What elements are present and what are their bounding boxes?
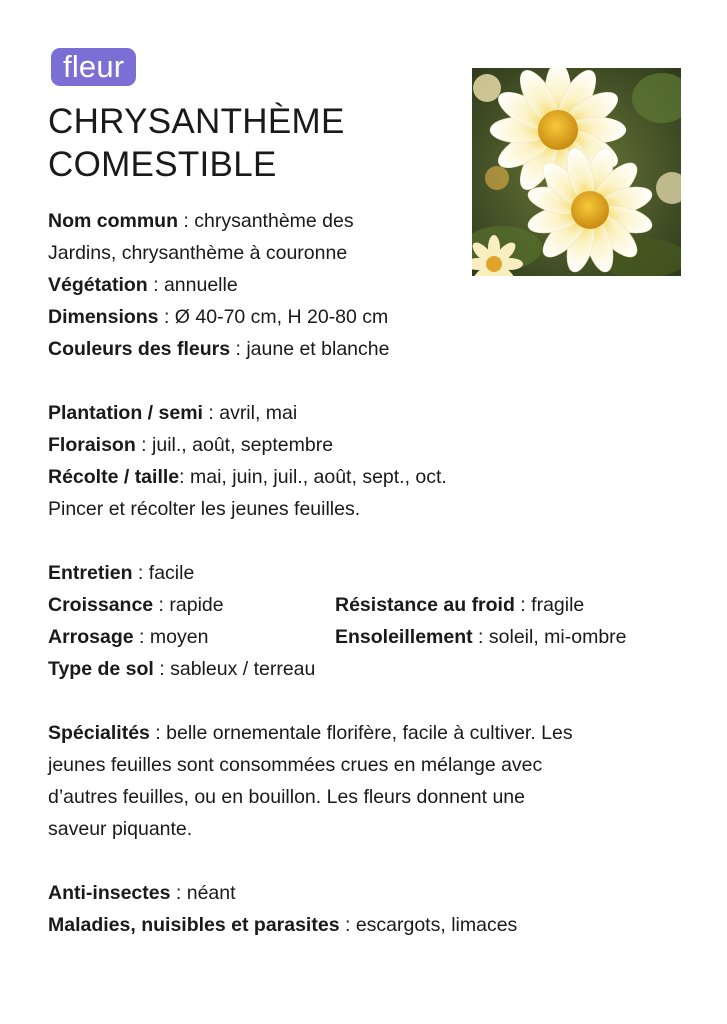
title-line-2: COMESTIBLE bbox=[48, 145, 277, 184]
field-nom-commun bbox=[48, 205, 698, 237]
label-resistance: Résistance au froid bbox=[335, 594, 515, 616]
label-plantation: Plantation / semi bbox=[48, 402, 203, 424]
label-recolte: Récolte / taille bbox=[48, 466, 180, 488]
value-plantation: avril, mai bbox=[219, 402, 298, 424]
label-entretien: Entretien bbox=[48, 562, 133, 584]
value-maladies: escargots, limaces bbox=[355, 914, 518, 936]
field-anti-insectes bbox=[48, 877, 698, 909]
field-vegetation bbox=[48, 269, 698, 301]
value-arrosage: moyen bbox=[149, 626, 209, 648]
value-anti-insectes: néant bbox=[186, 882, 236, 904]
sep-entretien: : bbox=[132, 562, 149, 584]
title-line-1: CHRYSANTHÈME bbox=[48, 102, 345, 141]
value-specialites-3: d’autres feuilles, ou en bouillon. Les fleurs donnent une bbox=[48, 786, 525, 808]
label-ensoleillement: Ensoleillement bbox=[335, 626, 473, 648]
row-croissance-resistance bbox=[48, 589, 698, 621]
plant-details bbox=[48, 205, 698, 941]
field-recolte bbox=[48, 461, 698, 493]
value-specialites-2: jeunes feuilles sont consommées crues en mélange avec bbox=[48, 754, 543, 776]
sep-ensoleillement: : bbox=[472, 626, 489, 648]
sep-recolte: : bbox=[179, 466, 190, 488]
label-dimensions: Dimensions bbox=[48, 306, 159, 328]
sep-croissance: : bbox=[153, 594, 170, 616]
sep-resistance: : bbox=[514, 594, 532, 616]
value-recolte: mai, juin, juil., août, sept., oct. bbox=[189, 466, 447, 488]
sep-nom-commun: : bbox=[178, 210, 195, 232]
value-ensoleillement: soleil, mi-ombre bbox=[488, 626, 627, 648]
label-floraison: Floraison bbox=[48, 434, 136, 456]
sep-dimensions: : bbox=[158, 306, 175, 328]
sep-type-sol: : bbox=[153, 658, 171, 680]
label-couleurs: Couleurs des fleurs bbox=[48, 338, 231, 360]
sep-anti-insectes: : bbox=[170, 882, 187, 904]
field-dimensions bbox=[48, 301, 698, 333]
value-floraison: juil., août, septembre bbox=[152, 434, 334, 456]
recolte-note: Pincer et récolter les jeunes feuilles. bbox=[48, 498, 361, 520]
field-type-sol bbox=[48, 653, 698, 685]
sep-arrosage: : bbox=[133, 626, 150, 648]
spacer bbox=[48, 365, 698, 397]
label-anti-insectes: Anti-insectes bbox=[48, 882, 171, 904]
sep-plantation: : bbox=[202, 402, 220, 424]
sep-specialites: : bbox=[149, 722, 167, 744]
value-specialites-1: belle ornementale florifère, facile à cultiver. Les bbox=[166, 722, 573, 744]
label-arrosage: Arrosage bbox=[48, 626, 134, 648]
sep-vegetation: : bbox=[147, 274, 164, 296]
page-title bbox=[48, 100, 345, 186]
sep-maladies: : bbox=[339, 914, 356, 936]
label-nom-commun: Nom commun bbox=[48, 210, 179, 232]
label-vegetation: Végétation bbox=[48, 274, 148, 296]
sep-floraison: : bbox=[135, 434, 153, 456]
value-specialites-4: saveur piquante. bbox=[48, 818, 193, 840]
field-floraison bbox=[48, 429, 698, 461]
label-specialites: Spécialités bbox=[48, 722, 150, 744]
field-plantation bbox=[48, 397, 698, 429]
value-nom-commun-1: chrysanthème des bbox=[194, 210, 354, 232]
value-resistance: fragile bbox=[531, 594, 585, 616]
label-croissance: Croissance bbox=[48, 594, 154, 616]
spacer bbox=[48, 685, 698, 717]
spacer bbox=[48, 845, 698, 877]
field-resistance bbox=[335, 589, 584, 621]
value-entretien: facile bbox=[148, 562, 195, 584]
label-type-sol: Type de sol bbox=[48, 658, 154, 680]
field-croissance bbox=[48, 589, 335, 621]
row-arrosage-ensoleillement bbox=[48, 621, 698, 653]
value-type-sol: sableux / terreau bbox=[170, 658, 316, 680]
value-nom-commun-2: Jardins, chrysanthème à couronne bbox=[48, 242, 348, 264]
sep-couleurs: : bbox=[230, 338, 247, 360]
field-maladies bbox=[48, 909, 698, 941]
value-dimensions: Ø 40-70 cm, H 20-80 cm bbox=[174, 306, 389, 328]
field-ensoleillement bbox=[335, 621, 627, 653]
label-maladies: Maladies, nuisibles et parasites bbox=[48, 914, 340, 936]
field-specialites bbox=[48, 717, 698, 749]
spacer bbox=[48, 525, 698, 557]
value-couleurs: jaune et blanche bbox=[246, 338, 390, 360]
value-croissance: rapide bbox=[169, 594, 224, 616]
field-entretien bbox=[48, 557, 698, 589]
category-badge: fleur bbox=[51, 48, 136, 86]
field-arrosage bbox=[48, 621, 335, 653]
field-couleurs bbox=[48, 333, 698, 365]
value-vegetation: annuelle bbox=[163, 274, 238, 296]
